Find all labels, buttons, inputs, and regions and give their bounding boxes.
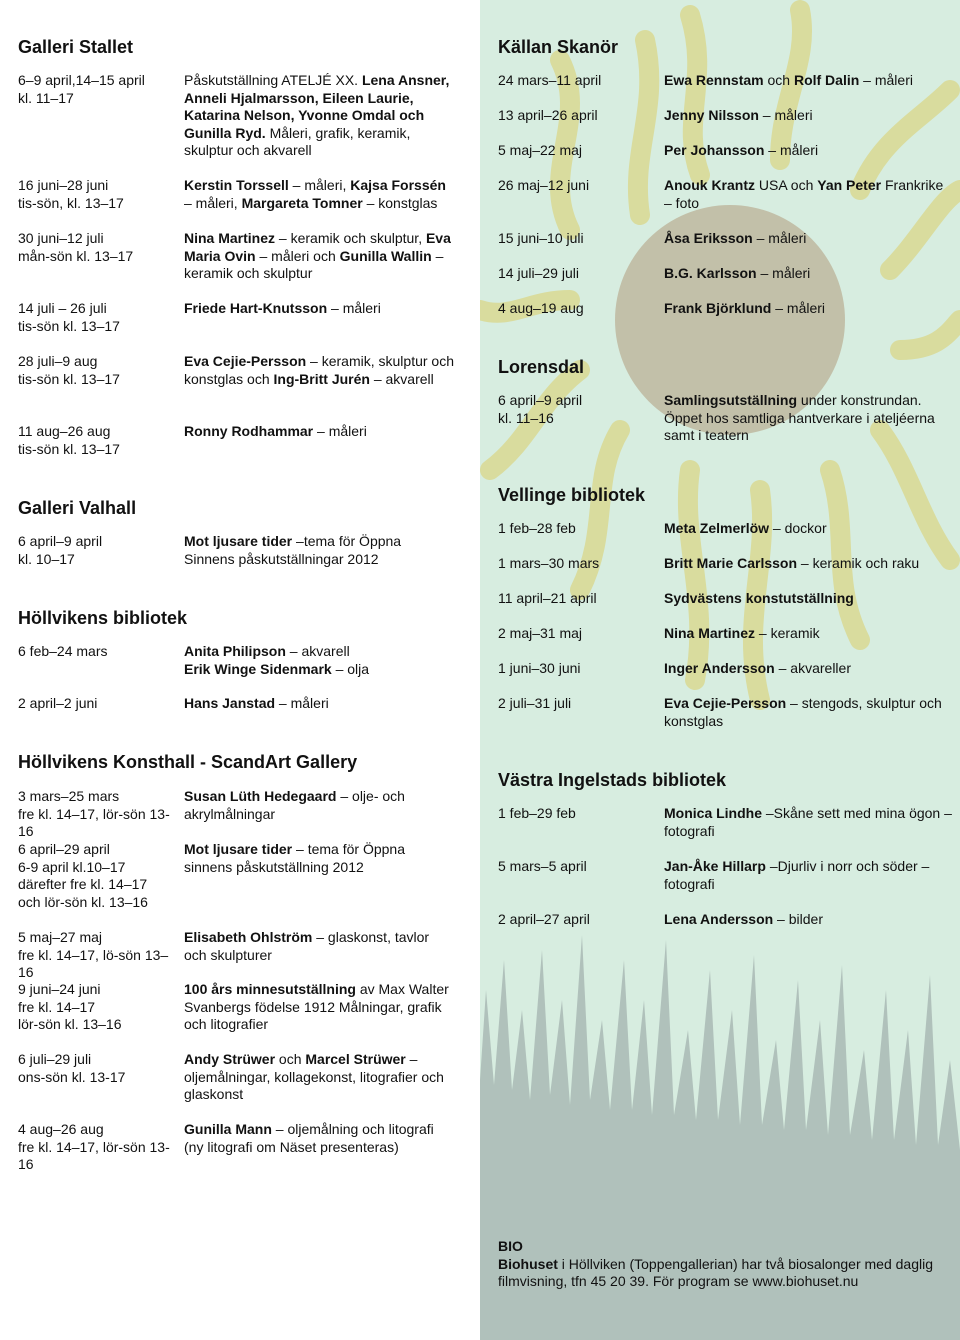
event-description (664, 625, 954, 643)
artist-name: Yan Peter (817, 177, 882, 193)
artist-name: Eva Cejie-Persson (184, 353, 307, 369)
event-text: –Djurliv i norr och söder – fotografi (664, 858, 930, 892)
artist-name: B.G. Karlsson (664, 265, 757, 281)
event-text: –tema för Öppna Sinnens påskutställningar 2012 (184, 533, 402, 567)
artist-name: Mot ljusare tider (184, 841, 293, 857)
section-title-stallet: Galleri Stallet (18, 37, 134, 57)
event-description (664, 142, 954, 160)
artist-name: Samlingsutställning (664, 392, 798, 408)
event-text: Påskutställning ATELJÉ XX. (184, 72, 362, 88)
bio-name: Biohuset (498, 1255, 558, 1272)
event-date: 1 mars–30 mars (498, 555, 600, 571)
event-text: Frankrike – foto (664, 177, 944, 211)
event-text: – keramik och skulptur (184, 247, 444, 281)
artist-name: Jenny Nilsson (664, 107, 759, 123)
section-title-hollviken-bib: Höllvikens bibliotek (18, 608, 188, 628)
event-date: 30 juni–12 juli mån-sön kl. 13–17 (18, 230, 134, 264)
event-text: – akvarell (369, 370, 434, 387)
event-text: – dockor (769, 520, 827, 536)
event-date: 11 aug–26 aug tis-sön kl. 13–17 (18, 423, 120, 457)
event-date: 4 aug–26 aug fre kl. 14–17, lör-sön 13-16 (18, 1121, 170, 1172)
event-date: 14 juli – 26 juli tis-sön kl. 13–17 (18, 300, 120, 334)
right-column (480, 0, 960, 1340)
event-description (184, 230, 454, 283)
event-description (184, 423, 454, 441)
artist-name: Hans Janstad (184, 695, 276, 711)
event-description (664, 555, 954, 573)
event-text: – keramik (755, 625, 820, 641)
event-text: – oljemålning och litografi (ny litografi om Näset presenteras) (184, 1121, 434, 1155)
event-text: – akvareller (774, 660, 851, 676)
event-date: 24 mars–11 april (498, 72, 602, 88)
artist-name: Nina Martinez (184, 230, 276, 246)
event-date: 2 april–27 april (498, 911, 590, 927)
section-title-valhall: Galleri Valhall (18, 498, 137, 518)
event-text: –Skåne sett med mina ögon – fotografi (664, 805, 952, 839)
event-description (184, 788, 454, 823)
event-date: 1 juni–30 juni (498, 660, 581, 676)
event-text: – måleri (758, 107, 813, 123)
artist-name: Per Johansson (664, 142, 765, 158)
event-date: 14 juli–29 juli (498, 265, 579, 281)
event-text: under konstrundan. Öppet hos samtliga hantverkare i ateljéerna samt i teatern (664, 392, 935, 443)
artist-name: Lena Andersson (664, 911, 774, 927)
event-text: – måleri (327, 300, 381, 316)
event-date: 6 april–29 april 6-9 april kl.10–17 därefter fre kl. 14–17 och lör-sön kl. 13–16 (18, 841, 148, 910)
artist-name: Sydvästens konstutställning (664, 590, 854, 606)
event-date: 5 maj–22 maj (498, 142, 583, 158)
event-description (664, 72, 954, 90)
event-text: – måleri, (184, 194, 242, 211)
artist-name: Gunilla Mann (184, 1121, 272, 1137)
event-description (664, 858, 954, 893)
event-date: 5 maj–27 maj fre kl. 14–17, lö-sön 13–16 (18, 929, 169, 980)
section-title-ingelstad: Västra Ingelstads bibliotek (498, 770, 727, 790)
artist-name: Ewa Rennstam (664, 72, 764, 88)
event-date: 15 juni–10 juli (498, 230, 584, 246)
event-description (184, 695, 454, 713)
event-text: – måleri (771, 300, 826, 316)
bio-section (498, 1238, 938, 1291)
event-description (184, 981, 454, 1034)
event-date: 26 maj–12 juni (498, 177, 590, 193)
event-date: 5 mars–5 april (498, 858, 587, 874)
event-description (664, 520, 954, 538)
artist-name: Åsa Eriksson (664, 230, 753, 246)
section-title-lorensdal: Lorensdal (498, 357, 585, 377)
event-text: – måleri (764, 142, 819, 158)
event-text: – måleri och (255, 247, 340, 264)
event-description (664, 300, 954, 318)
artist-name: Inger Andersson (664, 660, 775, 676)
event-description (184, 929, 454, 964)
artist-name: Elisabeth Ohlström (184, 929, 313, 945)
artist-name: Andy Strüwer (184, 1051, 276, 1067)
event-text: – måleri, (288, 177, 351, 193)
section-title-kallan: Källan Skanör (498, 37, 619, 57)
event-text: – måleri (752, 230, 807, 246)
bio-description: i Höllviken (Toppengallerian) har två biosalonger med daglig filmvisning, tfn 45 20 39. För program se www.biohuset.nu (498, 1255, 933, 1289)
event-date: 2 juli–31 juli (498, 695, 572, 711)
artist-name: Gunilla Wallin (339, 247, 432, 264)
event-date: 16 juni–28 juni tis-sön, kl. 13–17 (18, 177, 124, 211)
event-description (664, 265, 954, 283)
event-description (664, 911, 954, 929)
event-description (664, 660, 954, 678)
event-date: 4 aug–19 aug (498, 300, 584, 316)
artist-name: Susan Lüth Hedegaard (184, 788, 337, 804)
event-description (184, 1051, 454, 1104)
event-description (184, 353, 454, 388)
artist-name: Jan-Åke Hillarp (664, 858, 766, 874)
event-date: 9 juni–24 juni fre kl. 14–17 lör-sön kl. 13–16 (18, 981, 122, 1032)
event-date: 6 juli–29 juli ons-sön kl. 13-17 (18, 1051, 126, 1085)
event-description (184, 643, 454, 678)
event-description (184, 72, 454, 160)
event-description (184, 300, 454, 318)
event-date: 2 maj–31 maj (498, 625, 583, 641)
event-description (664, 695, 954, 730)
artist-name: Eva Cejie-Persson (664, 695, 787, 711)
event-description (184, 177, 454, 212)
artist-name: Anita Philipson (184, 643, 286, 659)
artist-name: Meta Zelmerlöw (664, 520, 770, 536)
event-text: – olja (331, 660, 370, 677)
event-date: 6 feb–24 mars (18, 643, 108, 659)
bio-text (498, 1256, 938, 1291)
event-description (184, 841, 454, 876)
event-description (664, 177, 954, 212)
event-description (664, 107, 954, 125)
artist-name: Lena Ansner, Anneli Hjalmarsson, Eileen Laurie, Katarina Nelson, Yvonne Omdal och Gunilla Ryd. (184, 72, 450, 141)
event-text: – bilder (773, 911, 823, 927)
artist-name: Eva Maria Ovin (184, 230, 451, 264)
artist-name: Friede Hart-Knutsson (184, 300, 328, 316)
artist-name: Mot ljusare tider (184, 533, 293, 549)
artist-name: Anouk Krantz (664, 177, 755, 193)
artist-name: Margareta Tomner (241, 194, 363, 211)
event-description (184, 1121, 454, 1156)
event-text: Måleri, grafik, keramik, skulptur och akvarell (184, 124, 411, 158)
event-date: 3 mars–25 mars fre kl. 14–17, lör-sön 13-16 (18, 788, 170, 839)
artist-name: Erik Winge Sidenmark (184, 660, 332, 677)
artist-name: Ronny Rodhammar (184, 423, 314, 439)
event-description (664, 392, 954, 445)
event-text: – keramik och raku (797, 555, 920, 571)
event-text: – måleri (313, 423, 367, 439)
artist-name: Frank Björklund (664, 300, 772, 316)
bio-heading: BIO (498, 1238, 523, 1254)
event-description (664, 590, 954, 608)
section-title-vellinge: Vellinge bibliotek (498, 485, 646, 505)
event-text: och (763, 72, 794, 88)
event-text: – akvarell (289, 643, 350, 659)
artist-name: Nina Martinez (664, 625, 756, 641)
event-text: – måleri (756, 265, 811, 281)
event-date: 6–9 april,14–15 april kl. 11–17 (18, 72, 145, 106)
event-text: – olje- och akrylmålningar (184, 788, 405, 822)
event-text: USA och (755, 177, 818, 193)
artist-name: Ing-Britt Jurén (273, 370, 370, 387)
event-date: 1 feb–28 feb (498, 520, 576, 536)
event-text: – konstglas (362, 194, 438, 211)
event-text: – tema för Öppna sinnens påskutställning 2012 (184, 841, 405, 875)
event-date: 6 april–9 april kl. 11–16 (498, 392, 583, 426)
event-text: – måleri (275, 695, 329, 711)
event-date: 13 april–26 april (498, 107, 598, 123)
event-date: 11 april–21 april (498, 590, 597, 606)
artist-name: 100 års minnesutställning (184, 981, 356, 997)
event-text: av Max Walter Svanbergs födelse 1912 Målningar, grafik och litografier (184, 981, 449, 1032)
event-text: – keramik, skulptur och konstglas och (184, 353, 455, 387)
event-description (664, 805, 954, 840)
event-date: 6 april–9 april kl. 10–17 (18, 533, 103, 567)
event-text: – måleri (859, 72, 913, 88)
artist-name: Britt Marie Carlsson (664, 555, 798, 571)
event-description (184, 533, 454, 568)
event-text: – glaskonst, tavlor och skulpturer (184, 929, 430, 963)
artist-name: Rolf Dalin (793, 72, 860, 88)
event-text: och (275, 1051, 306, 1067)
artist-name: Kajsa Forssén (350, 177, 446, 193)
event-description (664, 230, 954, 248)
event-date: 28 juli–9 aug tis-sön kl. 13–17 (18, 353, 120, 387)
event-text: – stengods, skulptur och konstglas (664, 695, 942, 729)
event-text: – oljemålningar, kollagekonst, litografier och glaskonst (184, 1051, 444, 1102)
event-date: 1 feb–29 feb (498, 805, 576, 821)
artist-name: Monica Lindhe (664, 805, 762, 821)
artist-name: Marcel Strüwer (305, 1051, 406, 1067)
artist-name: Kerstin Torssell (184, 177, 289, 193)
event-text: – keramik och skulptur, (275, 230, 426, 246)
event-date: 2 april–2 juni (18, 695, 98, 711)
section-title-konsthall: Höllvikens Konsthall - ScandArt Gallery (18, 752, 358, 772)
